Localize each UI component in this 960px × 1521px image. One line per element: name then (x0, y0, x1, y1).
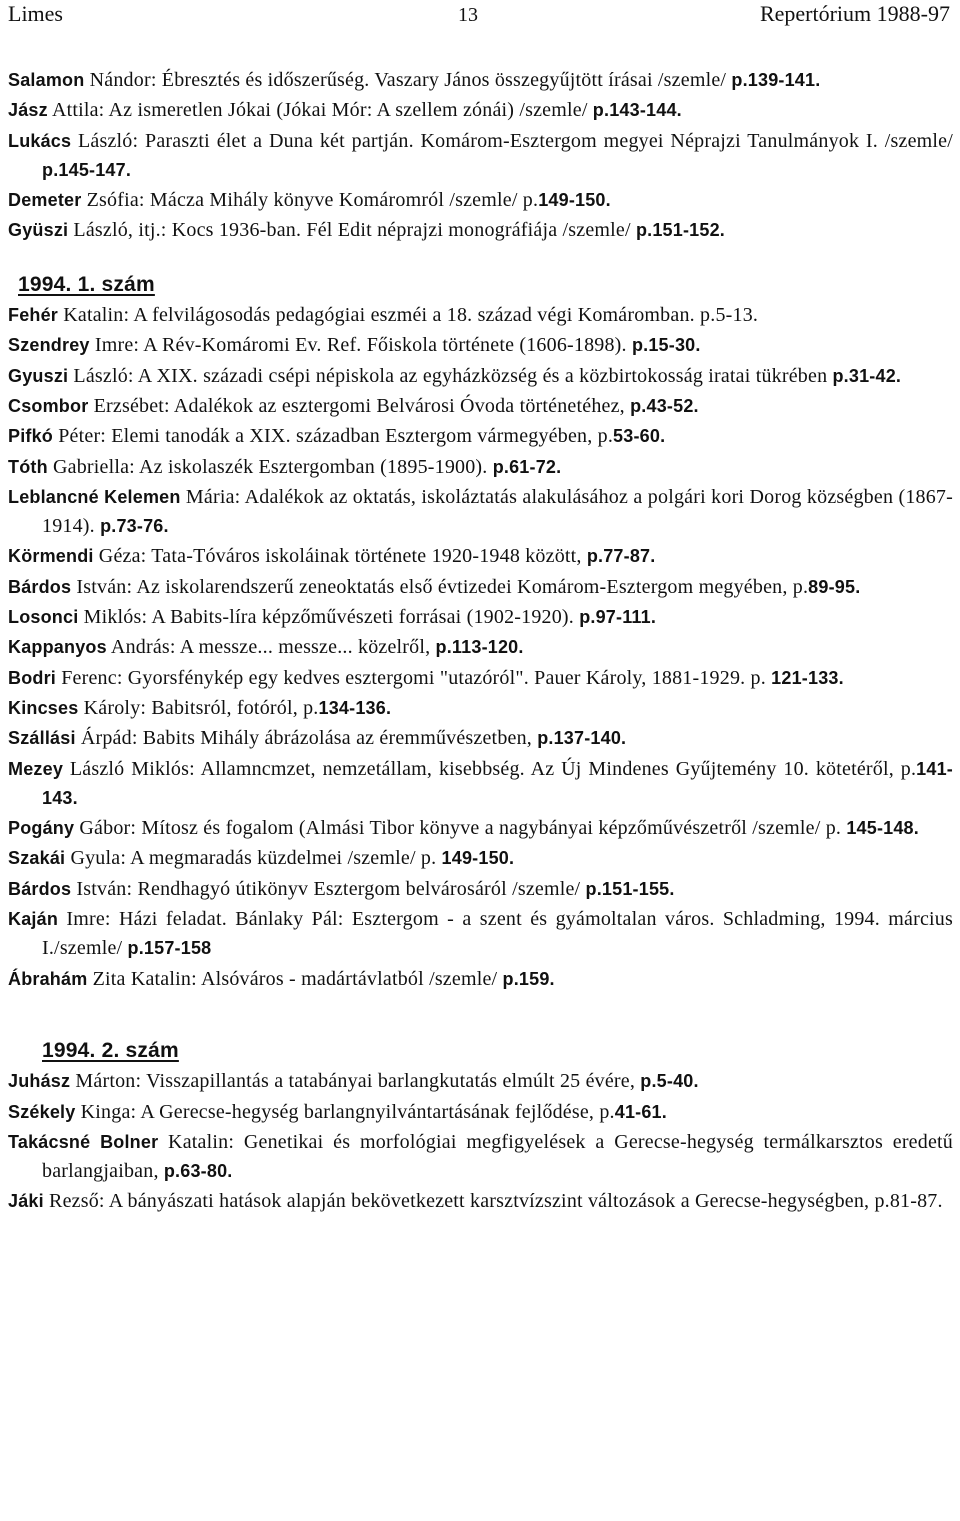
entry-author: Bárdos (8, 576, 72, 597)
entry-pages: p.139-141. (731, 70, 821, 90)
bibliography-entry (8, 1128, 953, 1187)
entry-pages: p.151-152. (635, 220, 726, 241)
bibliography-entry (8, 542, 953, 571)
entry-title: István: Rendhagyó útikönyv Esztergom belvárosáról /szemle/ (71, 877, 586, 900)
entry-author: Leblancné Kelemen (8, 486, 181, 507)
entry-title: László, itj.: Kocs 1936-ban. Fél Edit néprajzi monográfiája /szemle/ (68, 219, 636, 242)
bibliography-entry (8, 1098, 953, 1127)
entry-author: Salamon (8, 70, 85, 90)
entry-author: Tóth (8, 456, 48, 477)
entry-title: Miklós: A Babits-líra képzőművészeti forrásai (1902-1920). (78, 606, 580, 629)
bibliography-entry (8, 965, 953, 994)
entry-title: Péter: Elemi tanodák a XIX. században Esztergom vármegyében, p. (53, 425, 614, 448)
entry-title: Imre: A Rév-Komáromi Ev. Ref. Főiskola története (1606-1898). (89, 334, 632, 357)
entry-title: László: Paraszti élet a Duna két partján. Komárom-Esztergom megyei Néprajzi Tanulmányok I. /szemle/ (71, 129, 953, 152)
bibliography-entry (8, 814, 953, 843)
entry-pages: 41-61. (614, 1101, 667, 1122)
entry-pages: 145-148. (846, 818, 919, 839)
entry-title: László Miklós: Allamncmzet, nemzetállam, kisebbség. Az Új Mindenes Gyűjtemény 10. kötetéről, p. (63, 757, 917, 780)
bibliography-entry (8, 573, 953, 602)
entry-pages: 149-150. (441, 848, 515, 869)
bibliography-entry (8, 664, 953, 693)
bibliography-entry (8, 633, 953, 662)
entry-pages: p.77-87. (586, 546, 656, 567)
entry-pages: 53-60. (613, 426, 666, 447)
bibliography-entry (8, 331, 953, 360)
bibliography-entry (8, 216, 953, 245)
entry-author: Szállási (8, 728, 76, 749)
entry-title: Márton: Visszapillantás a tatabányai barlangkutatás elmúlt 25 évére, (70, 1070, 641, 1093)
entry-pages: p.137-140. (537, 728, 627, 749)
entry-title: Attila: Az ismeretlen Jókai (Jókai Mór: A szellem zónái) /szemle/ (47, 99, 593, 122)
entry-title: Mária: Adalékok az oktatás, iskoláztatás alakulásához a polgári kori Dorog községben (1867-1914). (42, 485, 953, 538)
entry-pages: p.145-147. (42, 159, 132, 180)
entry-author: Jáki (8, 1191, 44, 1212)
entry-pages: p.31-42. (832, 365, 902, 386)
section-heading: 1994. 1. szám (18, 272, 155, 296)
entry-author: Bodri (8, 667, 56, 688)
entry-list (8, 1067, 953, 1216)
entry-title: Gabriella: Az iskolaszék Esztergomban (1895-1900). (47, 455, 493, 478)
bibliography-entry (8, 186, 953, 215)
entry-author: Szakái (8, 848, 66, 869)
entry-author: Szendrey (8, 335, 90, 356)
entry-pages: p.151-155. (585, 878, 675, 899)
entry-author: Székely (8, 1101, 76, 1122)
entry-pages: p.63-80. (163, 1161, 233, 1182)
entry-title: Zita Katalin: Alsóváros - madártávlatból /szemle/ (87, 967, 503, 990)
entry-pages: p.15-30. (631, 335, 701, 356)
bibliography (8, 66, 953, 1218)
bibliography-entry (8, 603, 953, 632)
entry-pages: p.157-158 (127, 938, 212, 959)
entry-pages: p.5-40. (640, 1071, 699, 1092)
page-number: 13 (458, 4, 478, 26)
entry-title: Gyula: A megmaradás küzdelmei /szemle/ p. (65, 847, 442, 870)
entry-title: Árpád: Babits Mihály ábrázolása az éremművészetben, (75, 727, 538, 750)
entry-title: Zsófia: Mácza Mihály könyve Komáromról /szemle/ p. (81, 189, 539, 212)
entry-title: Katalin: Genetikai és morfológiai megfigyelések a Gerecse-hegység termálkarsztos eredetű barlangjaiban, (42, 1130, 953, 1183)
entry-author: Kincses (8, 697, 79, 718)
entry-author: Ábrahám (8, 968, 88, 989)
bibliography-entry (8, 96, 953, 125)
entry-pages: 149-150. (538, 190, 611, 211)
entry-author: Kaján (8, 909, 59, 930)
entry-author: Fehér (8, 305, 59, 326)
entry-author: Gyuszi (8, 365, 69, 386)
entry-author: Gyüszi (8, 220, 69, 241)
entry-list (8, 66, 953, 246)
entry-title: Károly: Babitsról, fotóról, p. (78, 696, 319, 719)
entry-author: Takácsné Bolner (8, 1131, 159, 1152)
entry-author: Kappanyos (8, 637, 107, 658)
entry-pages: p.73-76. (100, 516, 169, 537)
entry-pages: 121-133. (771, 667, 844, 688)
entry-pages: p.97-111. (579, 607, 657, 628)
entry-author: Lukács (8, 130, 72, 151)
entry-pages: p.143-144. (592, 100, 682, 121)
bibliography-entry (8, 1187, 953, 1216)
entry-pages: 89-95. (808, 576, 861, 597)
bibliography-entry (8, 755, 953, 814)
entry-author: Csombor (8, 395, 89, 416)
bibliography-entry (8, 127, 953, 186)
repertory-title: Repertórium 1988-97 (759, 1, 950, 26)
entry-author: Mezey (8, 758, 64, 779)
entry-author: Losonci (8, 607, 79, 628)
entry-title: Katalin: A felvilágosodás pedagógiai eszméi a 18. század végi Komáromban. p.5-13. (58, 304, 759, 327)
entry-pages: p.113-120. (435, 637, 524, 658)
bibliography-entry (8, 422, 953, 451)
entry-author: Körmendi (8, 546, 94, 567)
entry-title: Kinga: A Gerecse-hegység barlangnyilvántartásának fejlődése, p. (75, 1100, 615, 1123)
entry-list (8, 301, 953, 994)
entry-title: Imre: Házi feladat. Bánlaky Pál: Esztergom - a szent és gyámoltalan város. Schladming, 1994. március I./szemle/ (42, 908, 953, 960)
entry-author: Demeter (8, 190, 82, 211)
entry-author: Jász (8, 100, 48, 121)
entry-author: Bárdos (8, 878, 72, 899)
bibliography-entry (8, 301, 953, 330)
entry-title: András: A messze... messze... közelről, (106, 636, 436, 659)
journal-name: Limes (8, 1, 63, 26)
entry-title: Rezső: A bányászati hatások alapján bekövetkezett karsztvízszint változások a Gerecse-hegységben, p.81-87. (43, 1190, 943, 1213)
bibliography-entry (8, 724, 953, 753)
bibliography-entry (8, 1067, 953, 1096)
entry-title: István: Az iskolarendszerű zeneoktatás első évtizedei Komárom-Esztergom megyében, p. (71, 575, 809, 598)
bibliography-entry (8, 694, 953, 723)
bibliography-entry (8, 844, 953, 873)
bibliography-entry (8, 453, 953, 482)
page-header (0, 0, 960, 30)
bibliography-entry (8, 875, 953, 904)
entry-author: Pifkó (8, 426, 54, 447)
entry-pages: 141-143. (42, 758, 953, 808)
entry-title: Nándor: Ébresztés és időszerűség. Vaszary János összegyűjtött írásai /szemle/ (84, 69, 732, 91)
entry-pages: p.61-72. (492, 456, 562, 477)
bibliography-entry (8, 483, 953, 542)
bibliography-entry (8, 392, 953, 421)
entry-title: Erzsébet: Adalékok az esztergomi Belvárosi Óvoda történetéhez, (88, 394, 631, 417)
entry-pages: p.159. (502, 968, 555, 989)
bibliography-entry (8, 905, 953, 964)
entry-author: Pogány (8, 818, 75, 839)
entry-title: Géza: Tata-Tóváros iskoláinak története 1920-1948 között, (93, 545, 587, 568)
entry-pages: 134-136. (318, 697, 392, 718)
entry-pages: p.43-52. (630, 395, 699, 416)
section-heading: 1994. 2. szám (42, 1038, 179, 1062)
bibliography-entry (8, 66, 953, 95)
entry-title: Gábor: Mítosz és fogalom (Almási Tibor könyve a nagybányai képzőművészetről /szemle/ p. (74, 817, 847, 840)
entry-author: Juhász (8, 1071, 71, 1092)
entry-title: Ferenc: Gyorsfénykép egy kedves esztergomi "utazóról". Pauer Károly, 1881-1929. p. (56, 666, 772, 689)
entry-title: László: A XIX. századi csépi népiskola az egyházközség és a közbirtokosság iratai tükrében (68, 364, 833, 387)
bibliography-entry (8, 362, 953, 391)
